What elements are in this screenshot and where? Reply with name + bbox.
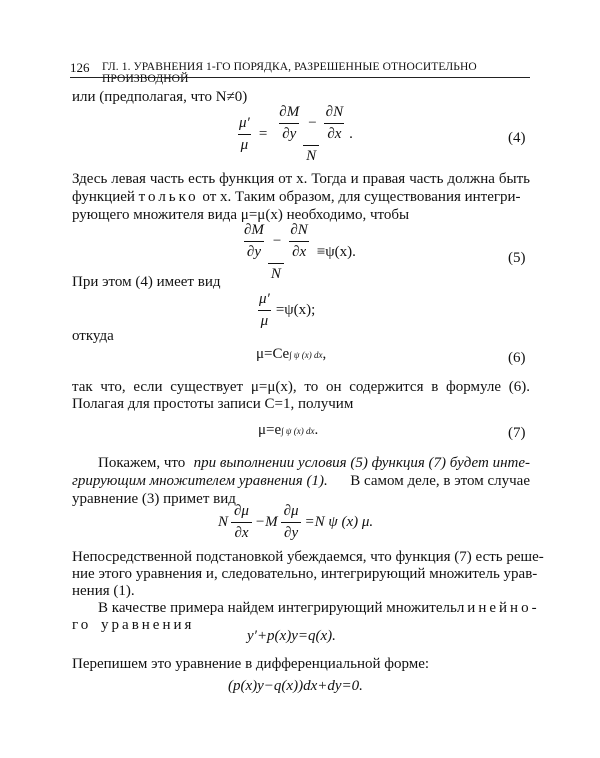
- text-line: Полагая для простоты записи C=1, получим: [72, 396, 354, 412]
- lhs-fraction: $\frac{\mu'}{\mu}$: [239, 115, 250, 153]
- text-line: функцией только от x. Таким образом, для существования интегри-: [72, 189, 521, 205]
- equation-pde: N $\frac{\partial\mu}{\partial x}$ −M $\frac{\partial\mu}{\partial y}$ =N ψ (x) μ.: [218, 503, 374, 541]
- equation-differential: (p(x)y−q(x))dx+dy=0.: [228, 678, 363, 694]
- emphasis-spaced: линейно-: [456, 600, 540, 616]
- emphasis-spaced: только: [138, 189, 199, 205]
- page-number: 126: [70, 60, 90, 75]
- exponent: ∫ ψ (x) dx: [281, 425, 315, 436]
- text-line: рующего множителя вида μ=μ(x) необходимо, чтобы: [72, 207, 410, 223]
- equation-number: (7): [508, 425, 526, 441]
- running-title: ГЛ. 1. УРАВНЕНИЯ 1-ГО ПОРЯДКА, РАЗРЕШЕННЫЕ ОТНОСИТЕЛЬНО ПРОИЗВОДНОЙ: [102, 61, 477, 85]
- text-line: [72, 88, 247, 106]
- intro-text: или (предполагая, что N≠0): [72, 89, 248, 105]
- equation-6: μ=Ce ∫ ψ (x) dx ,: [256, 346, 327, 362]
- text-line: нения (1).: [72, 583, 135, 599]
- text-line: го уравнения: [72, 617, 195, 633]
- text-line: В качестве примера найдем интегрирующий множитель линейно-: [98, 600, 540, 616]
- emphasis-spaced: уравнения: [101, 617, 195, 633]
- rhs-fraction: $\frac{\partial M}{\partial y}$ − $\frac{\partial N}{\partial x}$ N: [279, 104, 344, 164]
- text-line: Покажем, что при выполнении условия (5) функция (7) будет инте-: [98, 455, 530, 471]
- text-line: При этом (4) имеет вид: [72, 274, 221, 290]
- equation-5: $\frac{\partial M}{\partial y}$ − $\frac{\partial N}{\partial x}$ N ≡ψ(x).: [238, 222, 356, 283]
- equation-7: μ=e ∫ ψ (x) dx .: [258, 422, 319, 438]
- equation-4: $\frac{\mu'}{\mu}$ = $\frac{\partial M}{\partial y}$ − $\frac{\partial N}{\partial x}$ N .: [236, 104, 353, 165]
- equation-number: (6): [508, 350, 526, 366]
- main-fraction: $\frac{\partial M}{\partial y}$ − $\frac{\partial N}{\partial x}$ N: [244, 222, 308, 282]
- exponent: ∫ ψ (x) dx: [289, 349, 323, 360]
- text-line: откуда: [72, 328, 114, 344]
- text-line: Непосредственной подстановкой убеждаемся, что функция (7) есть реше-: [72, 549, 544, 565]
- equation-mu-ratio: $\frac{\mu'}{\mu}$ =ψ(x);: [259, 291, 316, 329]
- text-line: Перепишем это уравнение в дифференциальной форме:: [72, 656, 430, 672]
- text-line: уравнение (3) примет вид: [72, 491, 236, 507]
- equation-linear: y′+p(x)y=q(x).: [247, 628, 336, 644]
- text-line: грирующим множителем уравнения (1). В самом деле, в этом случае: [72, 473, 530, 489]
- text-line: так что, если существует μ=μ(x), то он содержится в формуле (6).: [72, 379, 530, 395]
- text-line: ние этого уравнения и, следовательно, интегрирующий множитель урав-: [72, 566, 538, 582]
- equation-number: (4): [508, 130, 526, 146]
- equation-number: (5): [508, 250, 526, 266]
- header-rule: [70, 77, 530, 78]
- text-line: Здесь левая часть есть функция от x. Тогда и правая часть должна быть: [72, 171, 530, 187]
